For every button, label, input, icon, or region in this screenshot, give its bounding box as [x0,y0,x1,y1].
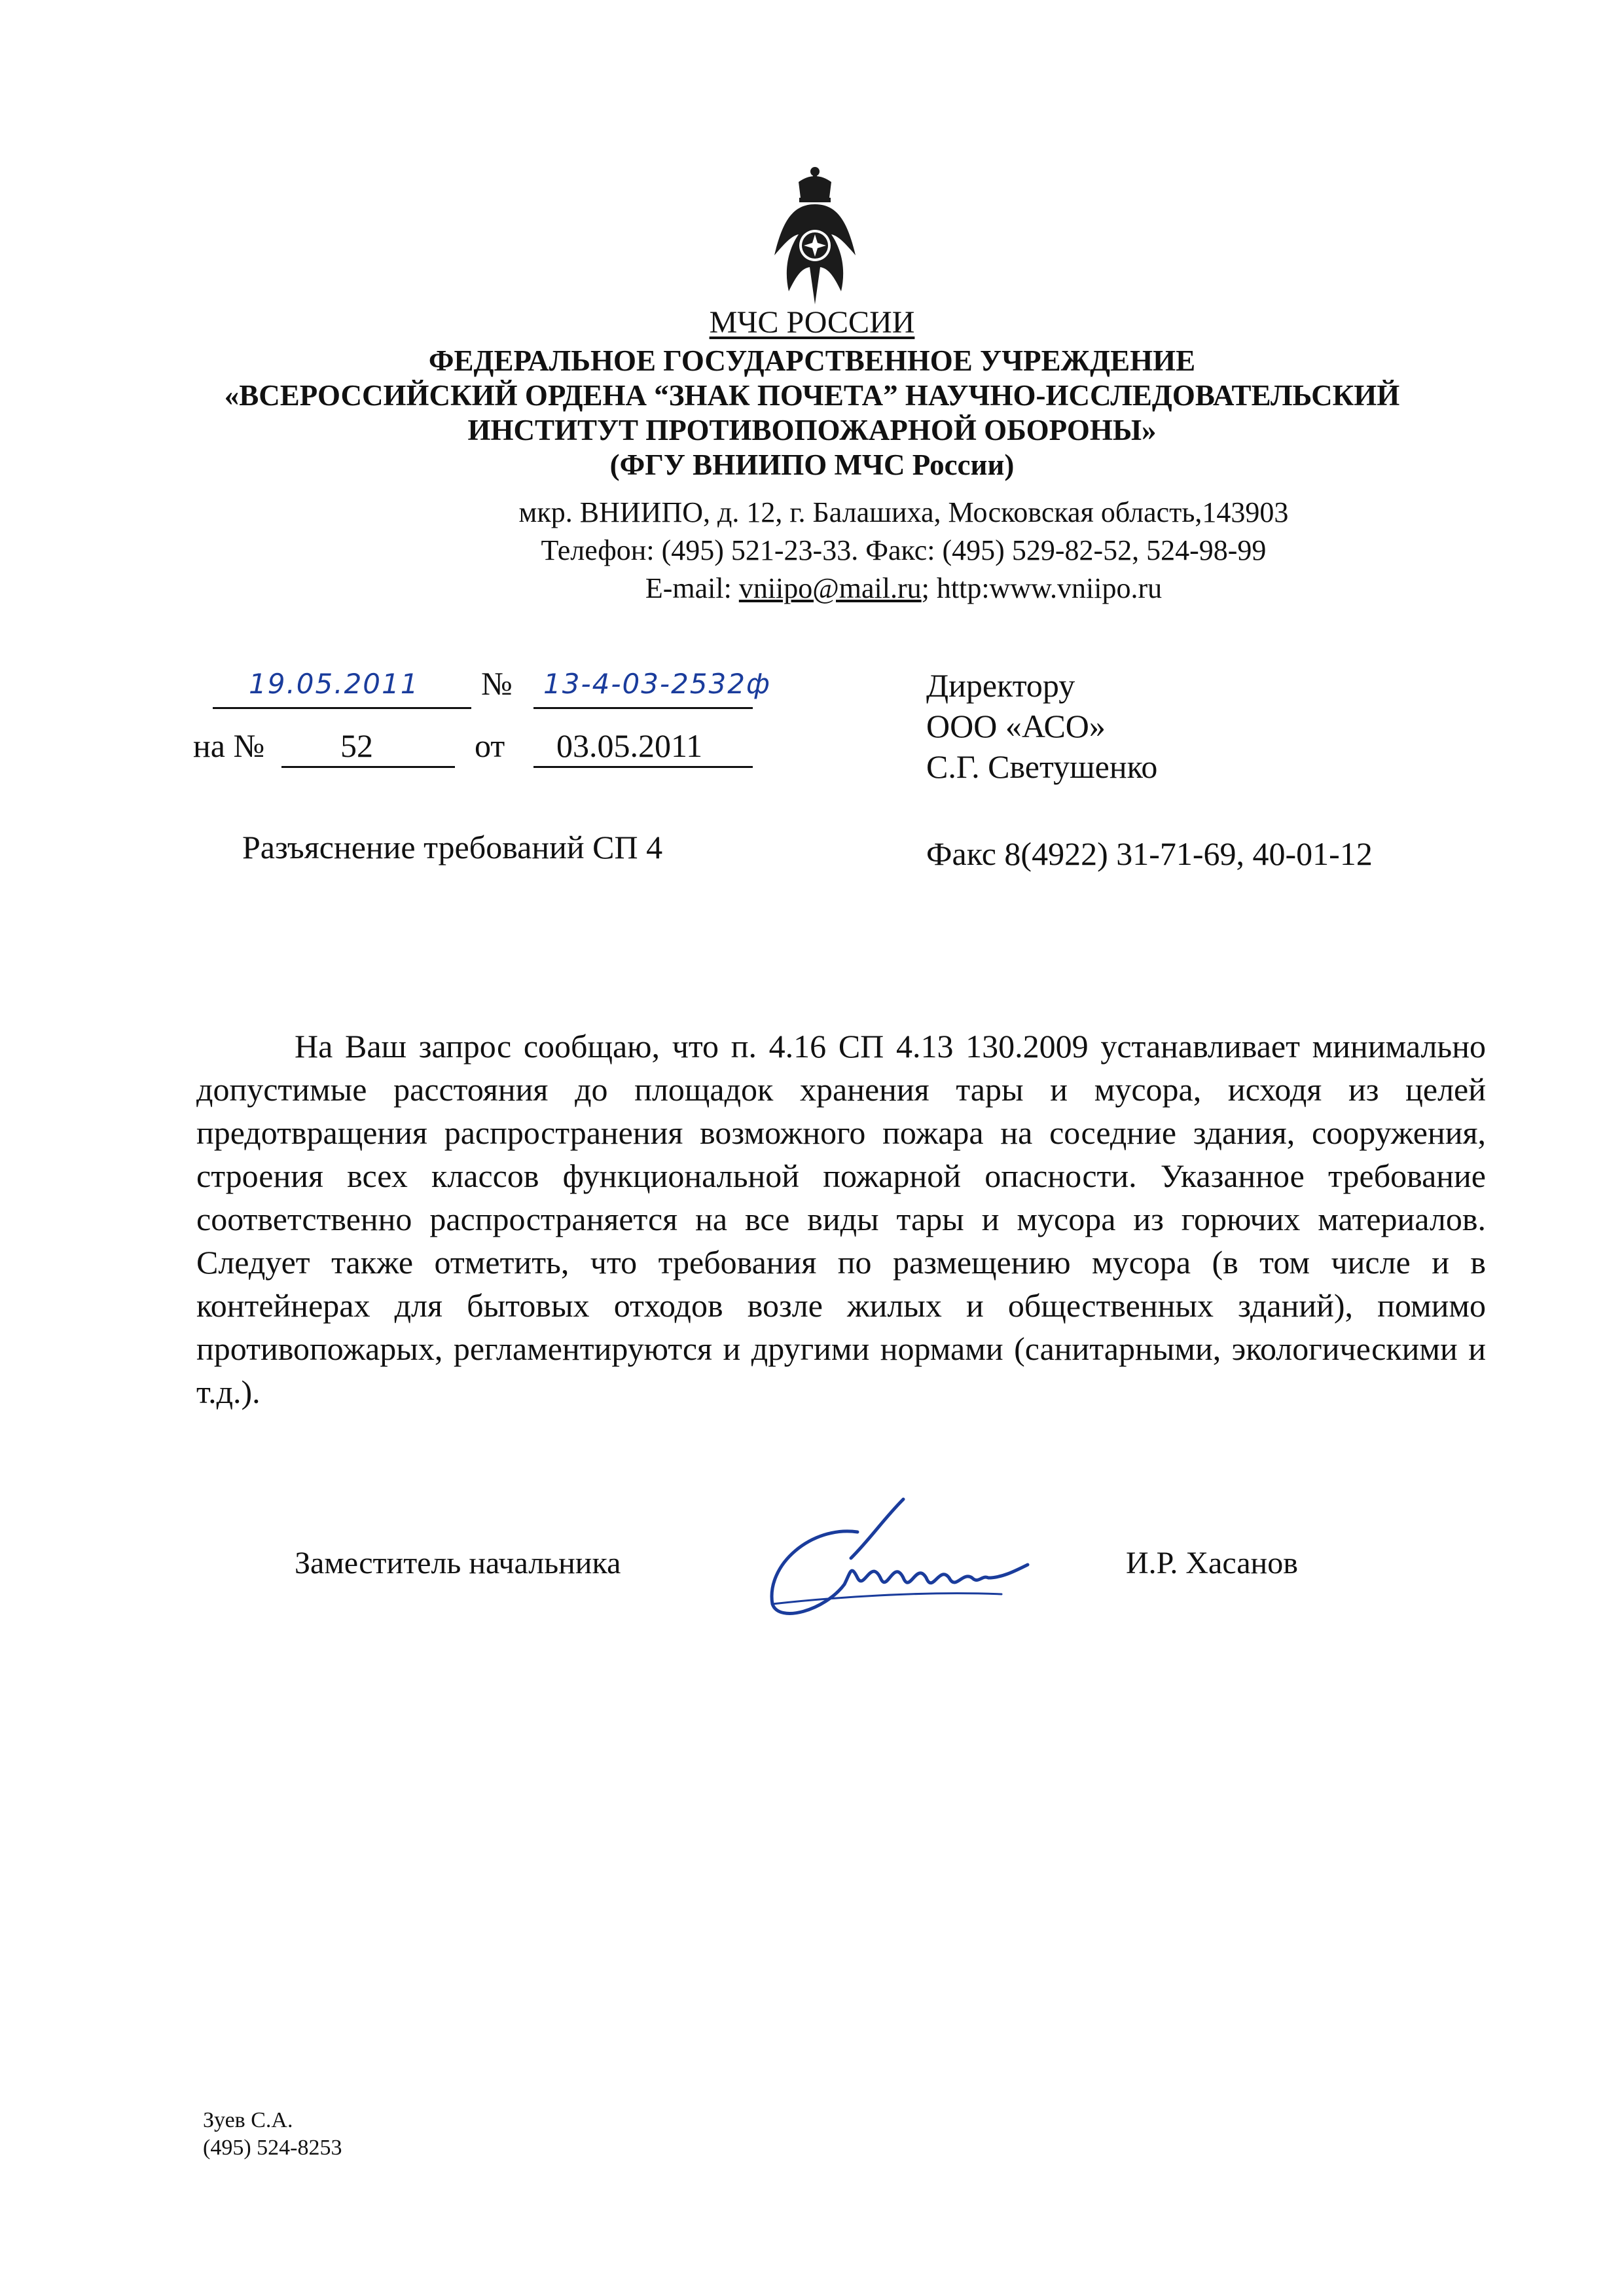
reply-date: 03.05.2011 [556,727,703,764]
reply-from-label: от [475,727,505,764]
subject-line: Разъяснение требований СП 4 [242,829,663,866]
email-label: E-mail: [645,572,739,604]
reply-number-label: на № [193,727,265,764]
institution-line-3: ИНСТИТУТ ПРОТИВОПОЖАРНОЙ ОБОРОНЫ» [467,414,1157,446]
postal-address: мкр. ВНИИПО, д. 12, г. Балашиха, Московская область,143903 [518,496,1289,528]
agency-name: МЧС РОССИИ [709,305,915,340]
number-label: № [481,665,513,702]
signatory-name: И.Р. Хасанов [1126,1546,1298,1580]
recipient-fax: Факс 8(4922) 31-71-69, 40-01-12 [926,835,1373,872]
reply-date-underline [533,766,753,768]
recipient-org: ООО «АСО» [926,708,1106,744]
executor-name: Зуев С.А. [203,2108,293,2132]
handwritten-signature [753,1480,1047,1643]
letter-body: На Ваш запрос сообщаю, что п. 4.16 СП 4.13 130.2009 устанавливает минимально допустимые расстояния до площадок хранения тары и мусора, исходя из целей предотвращения распространения возможного пожара на соседние здания, сооружения, строения всех классов функциональной пожарной опасности. Указанное требование соответственно распространяется на все виды тары и мусора из горючих материалов. Следует также отметить, что требования по размещению мусора (в том числе и в контейнерах для бытовых отходов возле жилых и общественных зданий), помимо противопожарых, регламентируются и другими нормами (санитарными, экологическими и т.д.). [196,1028,1486,1410]
website-text: ; http:www.vniipo.ru [921,572,1163,604]
outgoing-date: 19.05.2011 [249,668,420,700]
reply-number-underline [281,766,455,768]
phone-fax-line: Телефон: (495) 521-23-33. Факс: (495) 529-82-52, 524-98-99 [541,534,1267,566]
outgoing-number: 13-4-03-2532ф [543,668,771,700]
institution-line-2: «ВСЕРОССИЙСКИЙ ОРДЕНА “ЗНАК ПОЧЕТА” НАУЧНО-ИССЛЕДОВАТЕЛЬСКИЙ [224,379,1400,412]
recipient-title: Директору [926,667,1075,704]
date-underline [213,707,471,709]
reply-number: 52 [340,727,373,764]
institution-short-name: (ФГУ ВНИИПО МЧС России) [609,448,1015,481]
contact-line [92,572,1624,605]
recipient-name: С.Г. Светушенко [926,748,1158,785]
email-link[interactable]: vniipo@mail.ru [738,572,922,604]
executor-phone: (495) 524-8253 [203,2136,342,2160]
signatory-position: Заместитель начальника [295,1546,621,1580]
number-underline [533,707,753,709]
institution-line-1: ФЕДЕРАЛЬНОЕ ГОСУДАРСТВЕННОЕ УЧРЕЖДЕНИЕ [428,344,1196,377]
emchs-emblem-icon [769,164,861,314]
